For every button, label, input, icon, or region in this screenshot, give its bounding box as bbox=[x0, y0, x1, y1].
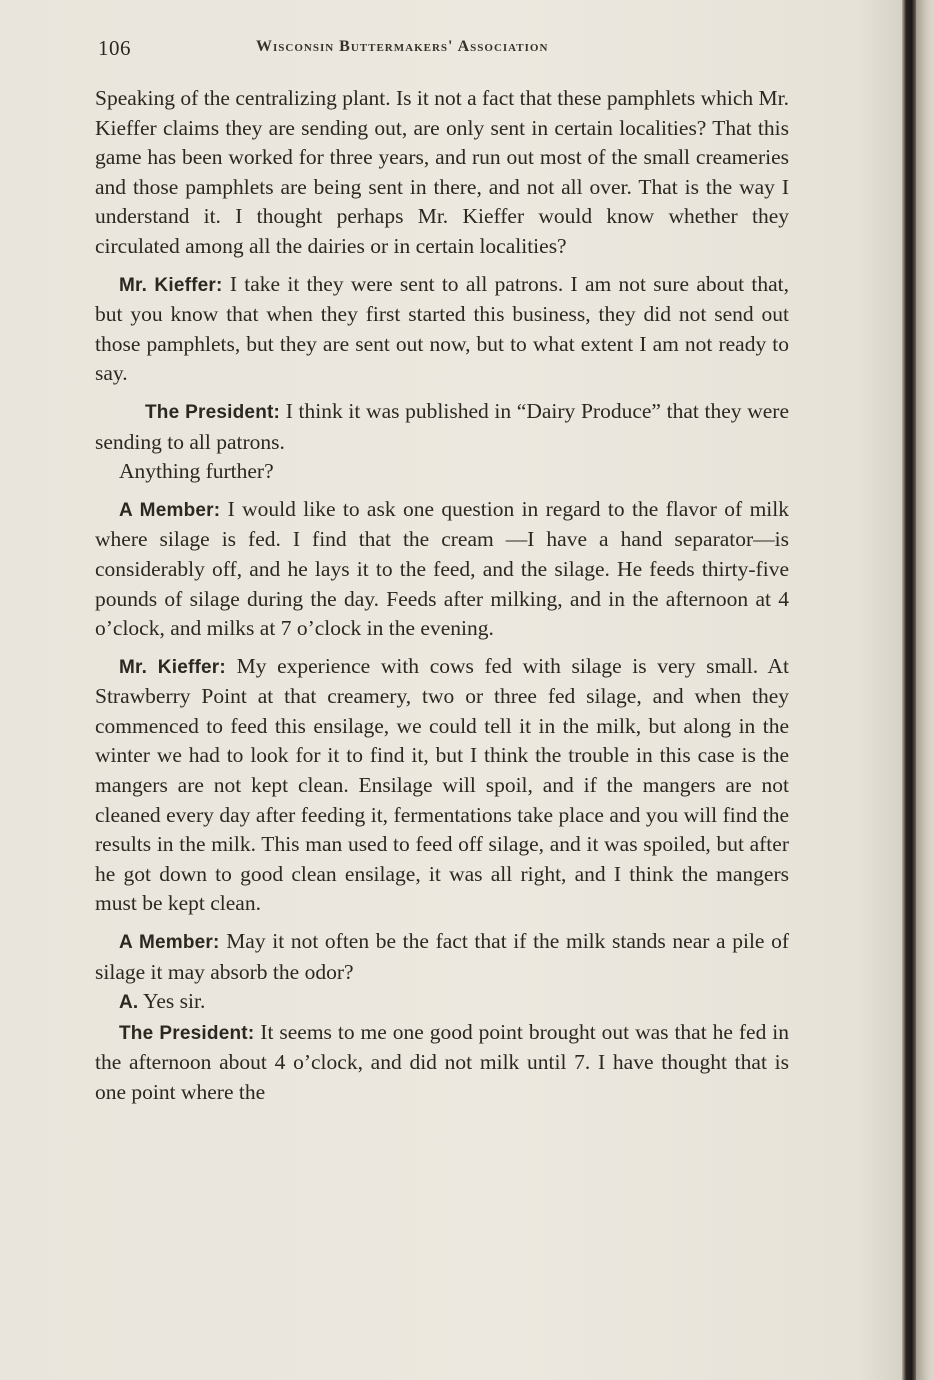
paragraph bbox=[95, 927, 789, 987]
paragraph bbox=[95, 457, 789, 487]
book-spine bbox=[902, 0, 916, 1380]
paragraph bbox=[95, 397, 789, 457]
paragraph-text: Yes sir. bbox=[142, 989, 206, 1014]
speaker-label: A Member: bbox=[119, 932, 220, 954]
paragraph-text: I take it they were sent to all patrons. I am not sure about that, but you know that when they first started this business, they did not send out those pamphlets, but they are sent out now, but to what extent I am not ready to say. bbox=[95, 271, 789, 386]
page-body bbox=[95, 84, 789, 1108]
speaker-label: A Member: bbox=[119, 499, 221, 521]
paragraph-text: I would like to ask one question in regard to the flavor of milk where silage is fed. I find that the cream —I have a hand separator—is considerably off, and he lays it to the feed, and the silage. He feeds thirty-five pounds of silage during the day. Feeds after milking, and in the afternoon at 4 o’clock, and milks at 7 o’clock in the evening. bbox=[95, 496, 789, 641]
running-head: Wisconsin Buttermakers' Association bbox=[256, 38, 549, 55]
paragraph bbox=[95, 652, 789, 919]
paragraph-text: May it not often be the fact that if the milk stands near a pile of silage it may absorb the odor? bbox=[95, 929, 790, 984]
paragraph bbox=[95, 270, 789, 389]
paragraph-text: I think it was published in “Dairy Produce” that they were sending to all patrons. bbox=[95, 398, 789, 454]
paragraph-text: Anything further? bbox=[119, 459, 274, 484]
speaker-label: The President: bbox=[119, 1022, 255, 1044]
speaker-label: Mr. Kieffer: bbox=[119, 274, 223, 296]
paragraph bbox=[95, 987, 789, 1018]
paragraph bbox=[95, 495, 789, 644]
paragraph-text: Speaking of the centralizing plant. Is it not a fact that these pamphlets which Mr. Kieffer claims they are sending out, are only sent in certain localities? That this game has been worked for three years, and run out most of the small creameries and those pamphlets are being sent in there, and not all over. That is the way I understand it. I thought perhaps Mr. Kieffer would know whether they circulated among all the dairies or in certain localities? bbox=[95, 86, 789, 258]
paragraph-text: My experience with cows fed with silage is very small. At Strawberry Point at that creamery, two or three fed silage, and when they commenced to feed this ensilage, we could tell it in the milk, but along in the winter we had to look for it to find it, but I think the trouble in this case is the mangers are not kept clean. Ensilage will spoil, and if the mangers are not cleaned every day after feeding it, fermentations take place and you will find the results in the milk. This man used to feed off silage, and it was spoiled, but after he got down to good clean ensilage, it was all right, and I think the mangers must be kept clean. bbox=[95, 653, 790, 916]
page-edge bbox=[916, 0, 933, 1380]
speaker-label: The President: bbox=[145, 401, 281, 423]
paragraph bbox=[95, 84, 789, 262]
page-number: 106 bbox=[98, 36, 131, 60]
page-header bbox=[98, 36, 788, 60]
speaker-label: Mr. Kieffer: bbox=[119, 656, 226, 678]
paragraph bbox=[95, 1018, 789, 1108]
speaker-label: A. bbox=[119, 992, 139, 1014]
paragraph-text: It seems to me one good point brought out was that he fed in the afternoon about 4 o’clock, and did not milk until 7. I have thought that is one point where the bbox=[95, 1019, 789, 1104]
